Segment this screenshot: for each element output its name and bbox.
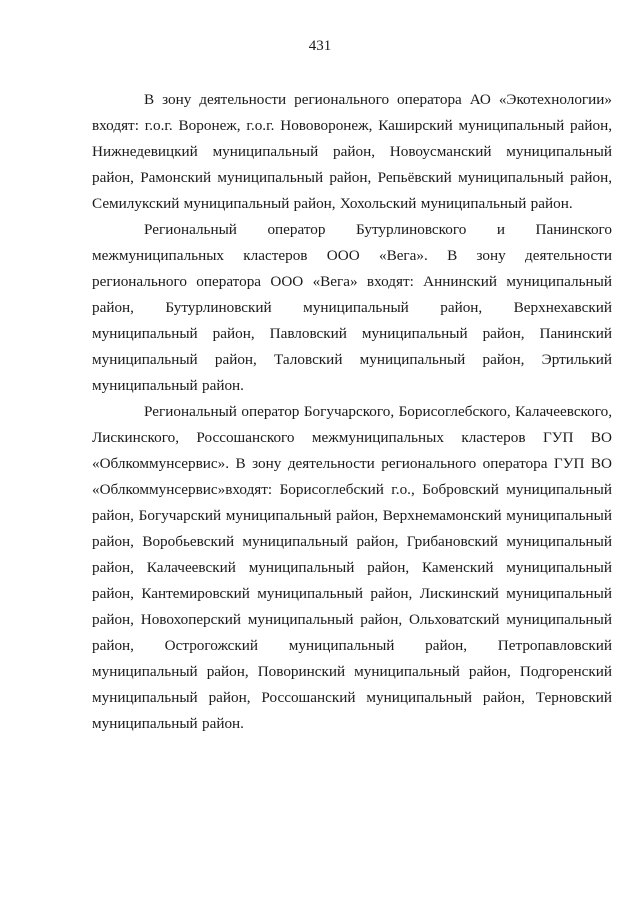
document-body: [92, 87, 612, 737]
page-number: 431: [308, 38, 332, 54]
paragraph-ecotechnologies: В зону деятельности регионального оператора АО «Экотехнологии» входят: г.о.г. Воронеж, г.о.г. Нововоронеж, Каширский муниципальный район, Нижнедевицкий муниципальный район, Новоусманский муниципальный район, Рамонский муниципальный район, Репьёвский муниципальный район, Семилукский муниципальный район, Хохольский муниципальный район.: [92, 91, 612, 212]
paragraph-vega: Региональный оператор Бутурлиновского и Панинского межмуниципальных кластеров ООО «Вега». В зону деятельности регионального оператора ООО «Вега» входят: Аннинский муниципальный район, Бутурлиновский муниципальный район, Верхнехавский муниципальный район, Павловский муниципальный район, Панинский муниципальный район, Таловский муниципальный район, Эртилький муниципальный район.: [92, 221, 612, 394]
paragraph-oblkommunservis: Региональный оператор Богучарского, Борисоглебского, Калачеевского, Лискинского, Россошанского межмуниципальных кластеров ГУП ВО «Облкоммунсервис». В зону деятельности регионального оператора ГУП ВО «Облкоммунсервис»входят: Борисоглебский г.о., Бобровский муниципальный район, Богучарский муниципальный район, Верхнемамонский муниципальный район, Воробьевский муниципальный район, Грибановский муниципальный район, Калачеевский муниципальный район, Каменский муниципальный район, Кантемировский муниципальный район, Лискинский муниципальный район, Новохоперский муниципальный район, Ольховатский муниципальный район, Острогожский муниципальный район, Петропавловский муниципальный район, Поворинский муниципальный район, Подгоренский муниципальный район, Россошанский муниципальный район, Терновский муниципальный район.: [92, 403, 612, 732]
